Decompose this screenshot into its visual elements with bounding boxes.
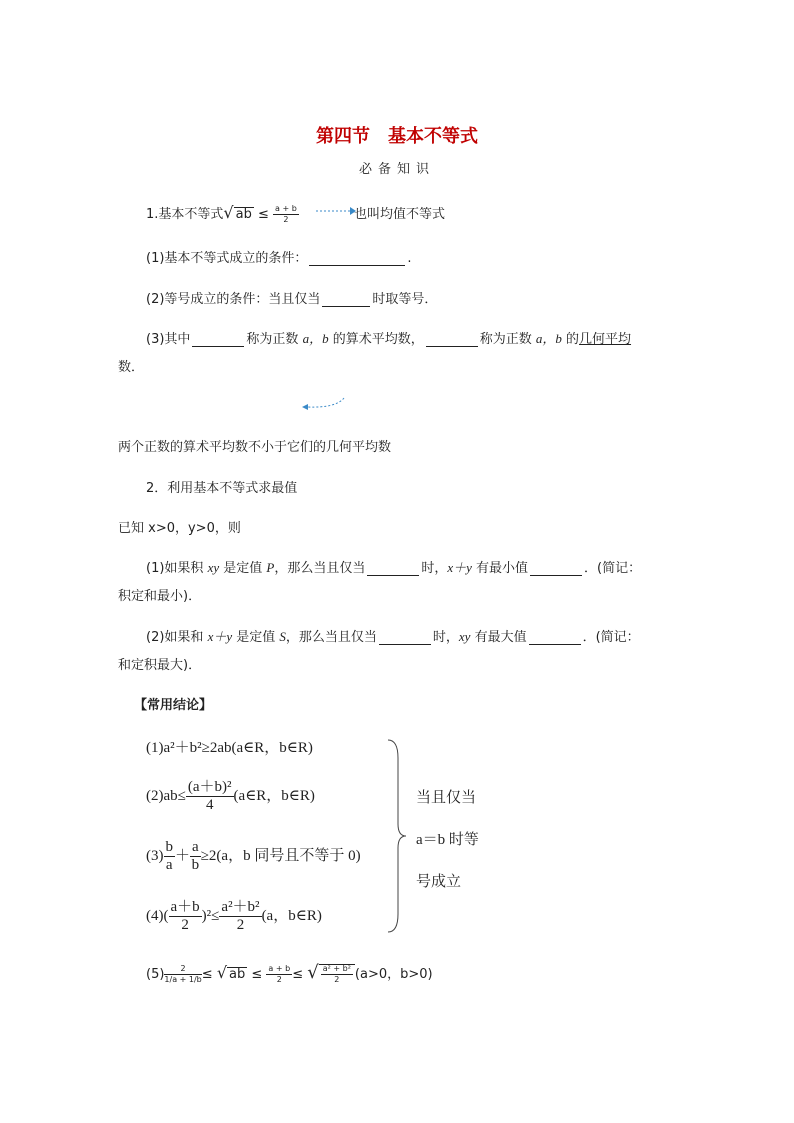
conclusion-4: (4)( $\frac{a+b}{2}$ )²≤ $\frac{\text{a²＋b²}}{2}$ (a，b∈R) [146, 899, 322, 933]
conclusion-1: (1)a²＋b²≥2ab(a∈R，b∈R) [146, 740, 313, 756]
condition-1: (1)基本不等式成立的条件： . [146, 251, 412, 266]
conclusion-5: (5) $\frac{2}{1/a + 1/b}$ ≤ √ ab ≤ $\frac{a + b}{2}$ ≤ √ $\frac{\text{a² + b²}}{2}$ (a>0，b>0) [146, 962, 433, 984]
section-2-label: 2．利用基本不等式求最值 [146, 481, 298, 496]
section-title: 第四节 基本不等式 [316, 126, 478, 147]
blank-7 [529, 630, 581, 645]
conclusion-2: (2)ab≤ $\frac{\text{(a＋b)²}}{4}$ (a∈R，b∈R) [146, 779, 315, 813]
c3-fraction-1: $\frac{b}{a}$ [165, 839, 173, 873]
part-1-cont: 积定和最小)． [118, 589, 202, 604]
blank-3a [192, 332, 244, 347]
c5-quadratic-mean: $\frac{\text{a² + b²}}{2}$ [319, 964, 355, 984]
c5-harmonic-mean: $\frac{2}{1/a + 1/b}$ [164, 964, 202, 984]
part-1: (1)如果积 xy 是定值 P，那么当且仅当 时，x＋y 有最小值 ．(简记： [146, 560, 642, 576]
conclusions-heading: 【常用结论】 [134, 698, 213, 713]
blank-2 [322, 292, 370, 307]
blank-4 [367, 561, 419, 576]
basic-inequality-line: 1.基本不等式√ ab ≤ $\frac{a + b}{2}$ [146, 203, 297, 224]
blank-1 [309, 251, 405, 266]
part-2-cont: 和定积最大)． [118, 658, 202, 673]
s1-label: 1.基本不等式 [146, 207, 224, 222]
c5-arithmetic-mean: $\frac{a + b}{2}$ [268, 964, 291, 984]
fraction-a-plus-b-over-2: $\frac{a + b}{2}$ [275, 204, 297, 224]
given-condition: 已知 x>0，y>0，则 [118, 521, 241, 536]
leq-symbol: ≤ [257, 207, 269, 222]
c4-fraction-2: $\frac{\text{a²＋b²}}{2}$ [221, 899, 260, 933]
c4-fraction-1: $\frac{a+b}{2}$ [170, 899, 200, 933]
curved-arrow-icon [300, 396, 348, 412]
am-gm-note: 两个正数的算术平均数不小于它们的几何平均数 [118, 440, 392, 455]
condition-3: (3)其中 称为正数 a，b 的算术平均数， 称为正数 a，b 的几何平均 [146, 331, 632, 347]
dashed-arrow-icon [316, 205, 356, 217]
section-subtitle: 必备知识 [358, 162, 435, 177]
right-brace-icon [386, 738, 406, 934]
condition-2: (2)等号成立的条件：当且仅当 时取等号． [146, 292, 438, 307]
c2-fraction: $\frac{\text{(a＋b)²}}{4}$ [187, 779, 232, 813]
sqrt-ab: ab [235, 207, 252, 222]
blank-5 [530, 561, 582, 576]
brace-note-2: a＝b 时等 [416, 832, 479, 848]
brace-note-3: 号成立 [416, 874, 462, 890]
conclusion-3: (3) $\frac{b}{a}$ ＋ $\frac{a}{b}$ ≥2(a，b 同号且不等于 0) [146, 839, 361, 873]
blank-6 [379, 630, 431, 645]
brace-note-1: 当且仅当 [416, 790, 477, 806]
c5-sqrt-ab: ab [229, 967, 246, 982]
part-2: (2)如果和 x＋y 是定值 S，那么当且仅当 时，xy 有最大值 ．(简记： [146, 629, 640, 645]
condition-3-cont: 数． [118, 360, 145, 375]
arrow-note: 也叫均值不等式 [354, 207, 446, 222]
blank-3b [426, 332, 478, 347]
c3-fraction-2: $\frac{a}{b}$ [191, 839, 200, 873]
